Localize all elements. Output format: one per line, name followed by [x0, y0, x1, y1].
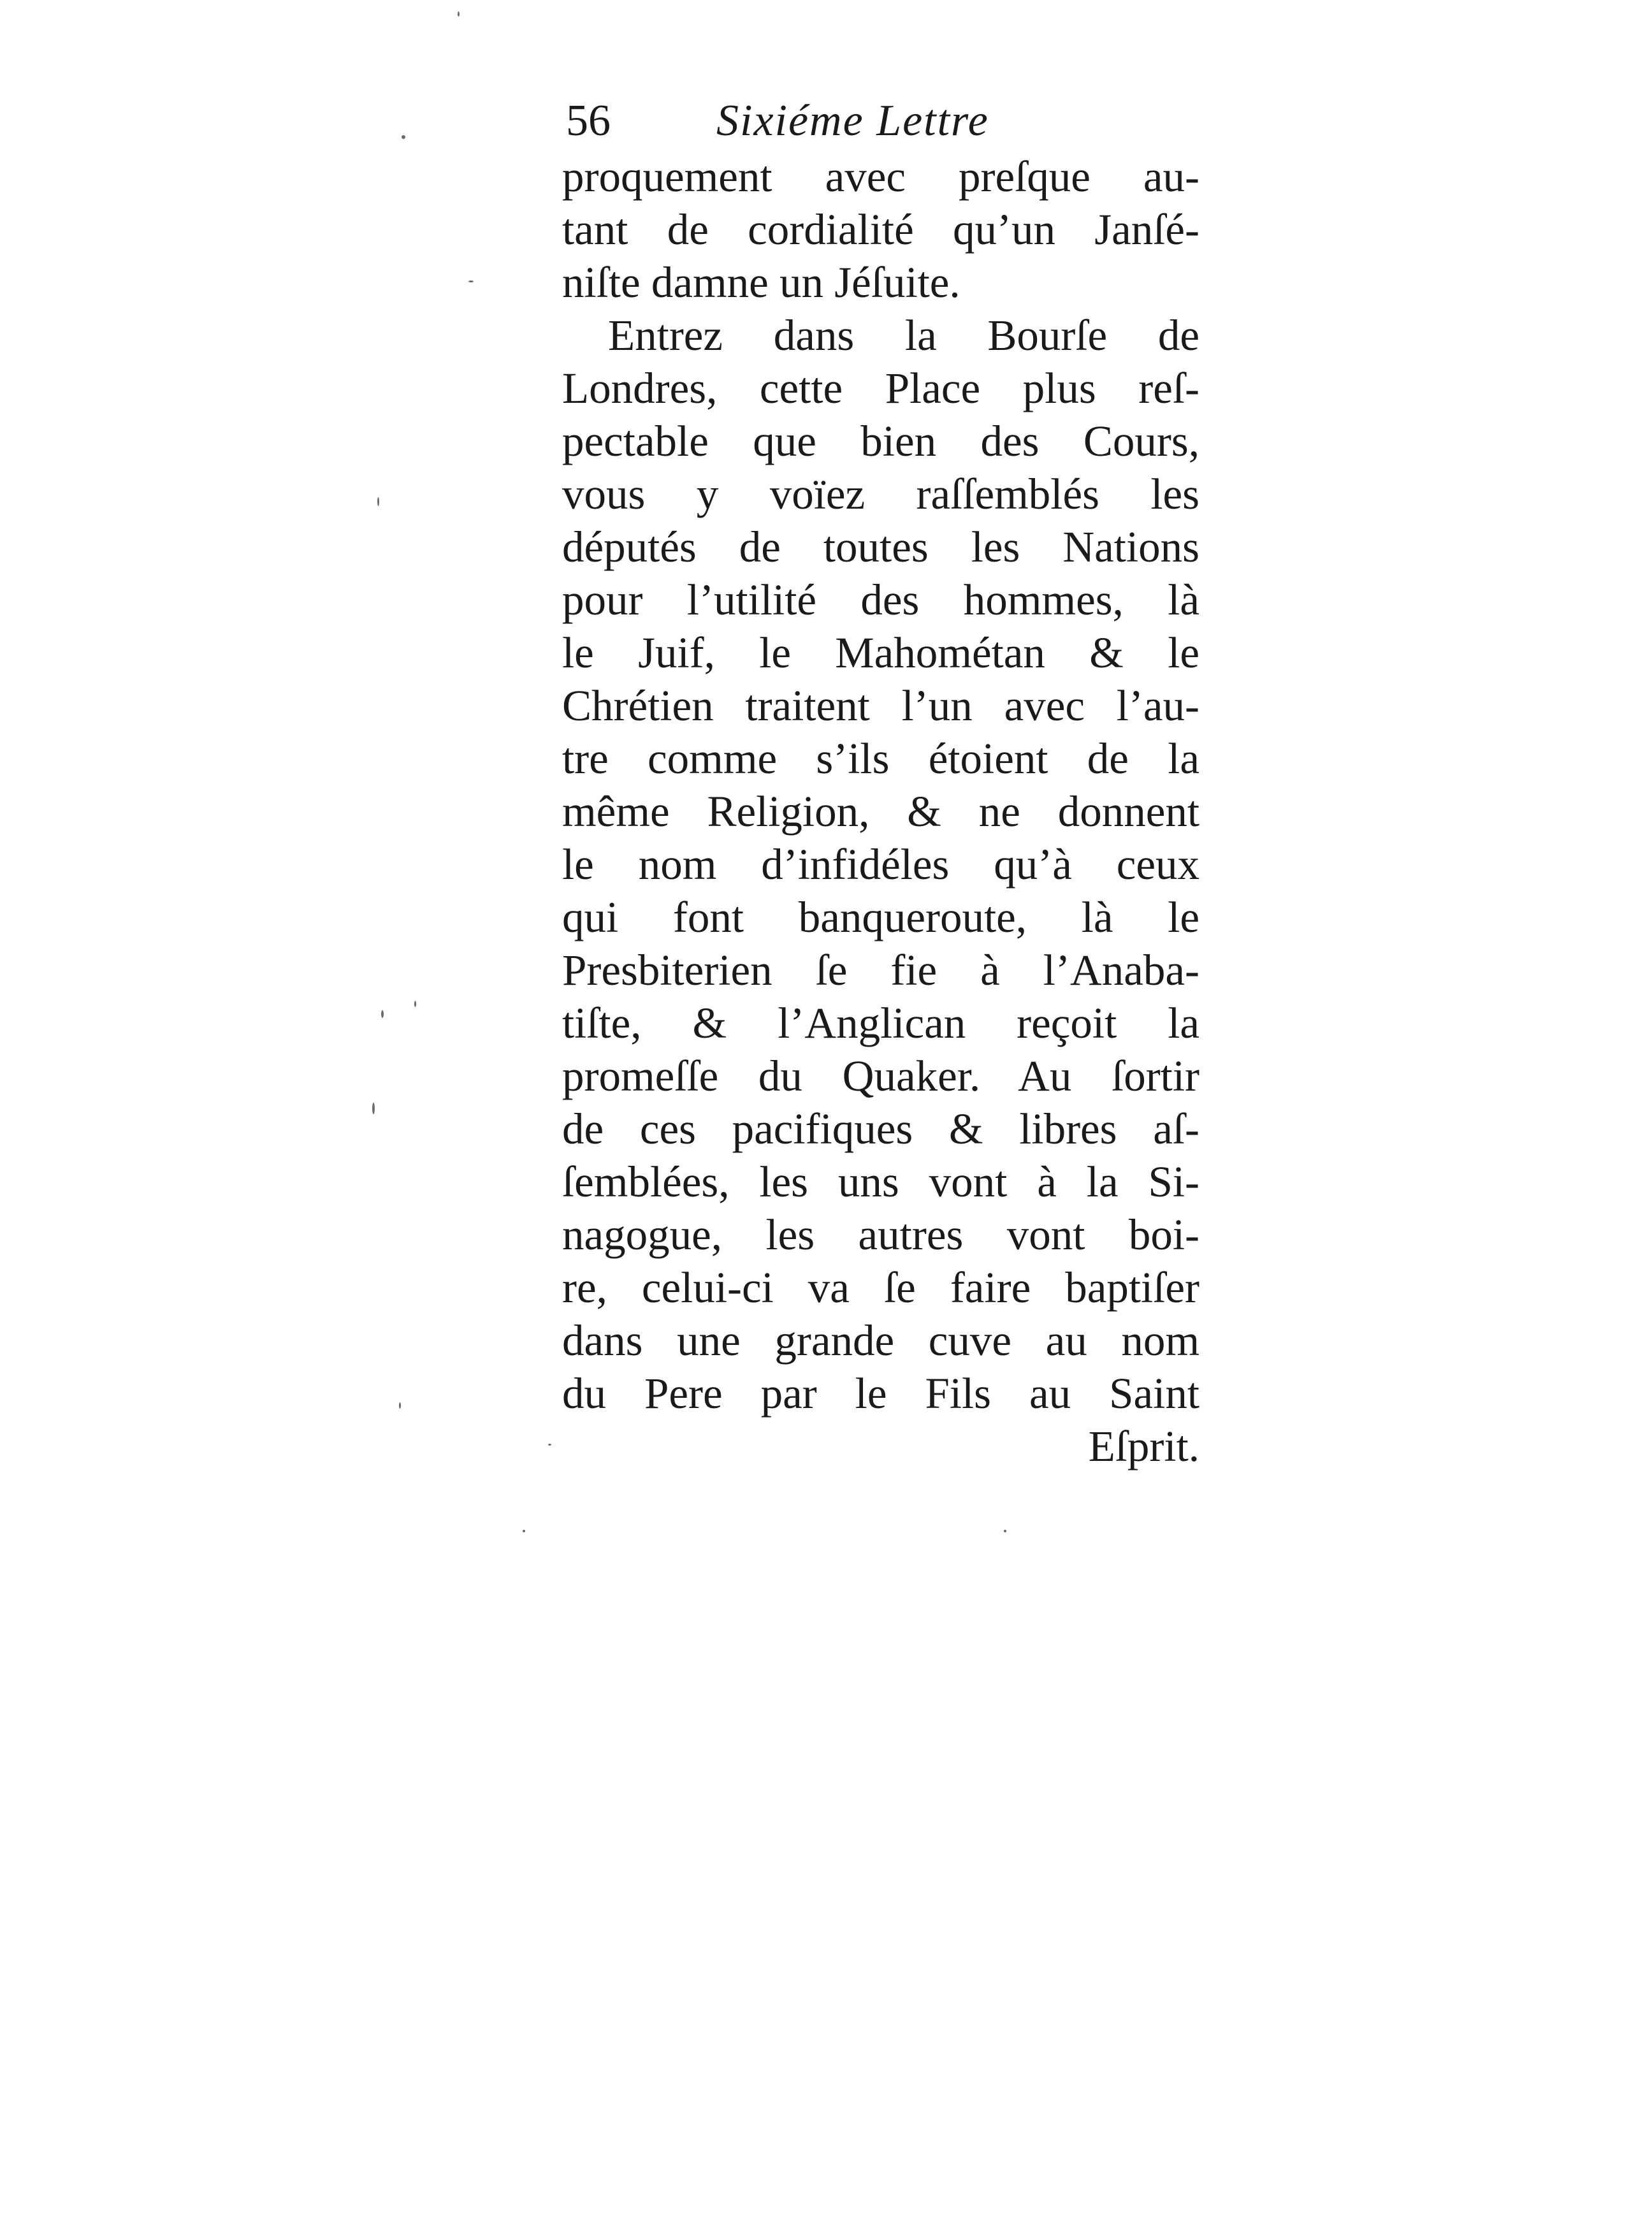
- text-line: niſte damne un Jéſuite.: [562, 258, 960, 307]
- text-line: députés de toutes les Nations: [562, 523, 1199, 571]
- page-header: [566, 89, 1197, 153]
- paper-speck: [1004, 1530, 1006, 1532]
- text-line: dans une grande cuve au nom: [562, 1316, 1199, 1365]
- paper-speck: [468, 280, 474, 282]
- paper-speck: [377, 497, 379, 506]
- text-line: ſemblées, les uns vont à la Si-: [562, 1158, 1199, 1206]
- text-line: pectable que bien des Cours,: [562, 417, 1199, 465]
- catchword: Eſprit.: [1088, 1422, 1199, 1470]
- text-line: tant de cordialité qu’un Janſé-: [562, 205, 1199, 254]
- text-line: Londres, cette Place plus reſ-: [562, 364, 1199, 412]
- page-number: 56: [566, 96, 611, 145]
- text-line: vous y voïez raſſemblés les: [562, 470, 1199, 518]
- text-line: proquement avec preſque au-: [562, 152, 1199, 201]
- text-line: tiſte, & l’Anglican reçoit la: [562, 999, 1199, 1047]
- running-title: Sixiéme Lettre: [716, 96, 989, 145]
- paper-speck: [402, 135, 405, 139]
- paper-speck: [381, 1010, 384, 1018]
- text-line: Entrez dans la Bourſe de: [608, 311, 1199, 359]
- text-line: le Juif, le Mahométan & le: [562, 628, 1199, 677]
- paper-speck: [399, 1402, 401, 1409]
- paper-speck: [372, 1103, 375, 1114]
- text-line: du Pere par le Fils au Saint: [562, 1369, 1199, 1418]
- text-line: re, celui-ci va ſe faire baptiſer: [562, 1263, 1199, 1312]
- text-line: pour l’utilité des hommes, là: [562, 576, 1199, 624]
- text-line: qui font banqueroute, là le: [562, 893, 1199, 941]
- paper-speck: [414, 1001, 416, 1007]
- text-line: nagogue, les autres vont boi-: [562, 1210, 1199, 1259]
- text-line: le nom d’infidéles qu’à ceux: [562, 840, 1199, 889]
- paper-speck: [523, 1530, 525, 1532]
- paper-speck: [548, 1444, 551, 1446]
- text-line: promeſſe du Quaker. Au ſortir: [562, 1052, 1199, 1100]
- text-line: de ces pacifiques & libres aſ-: [562, 1105, 1199, 1153]
- body-text: [562, 150, 1199, 1473]
- text-line: Chrétien traitent l’un avec l’au-: [562, 681, 1199, 730]
- text-line: même Religion, & ne donnent: [562, 787, 1199, 836]
- text-line: Presbiterien ſe fie à l’Anaba-: [562, 946, 1199, 994]
- text-line: tre comme s’ils étoient de la: [562, 734, 1199, 783]
- paper-speck: [458, 11, 460, 17]
